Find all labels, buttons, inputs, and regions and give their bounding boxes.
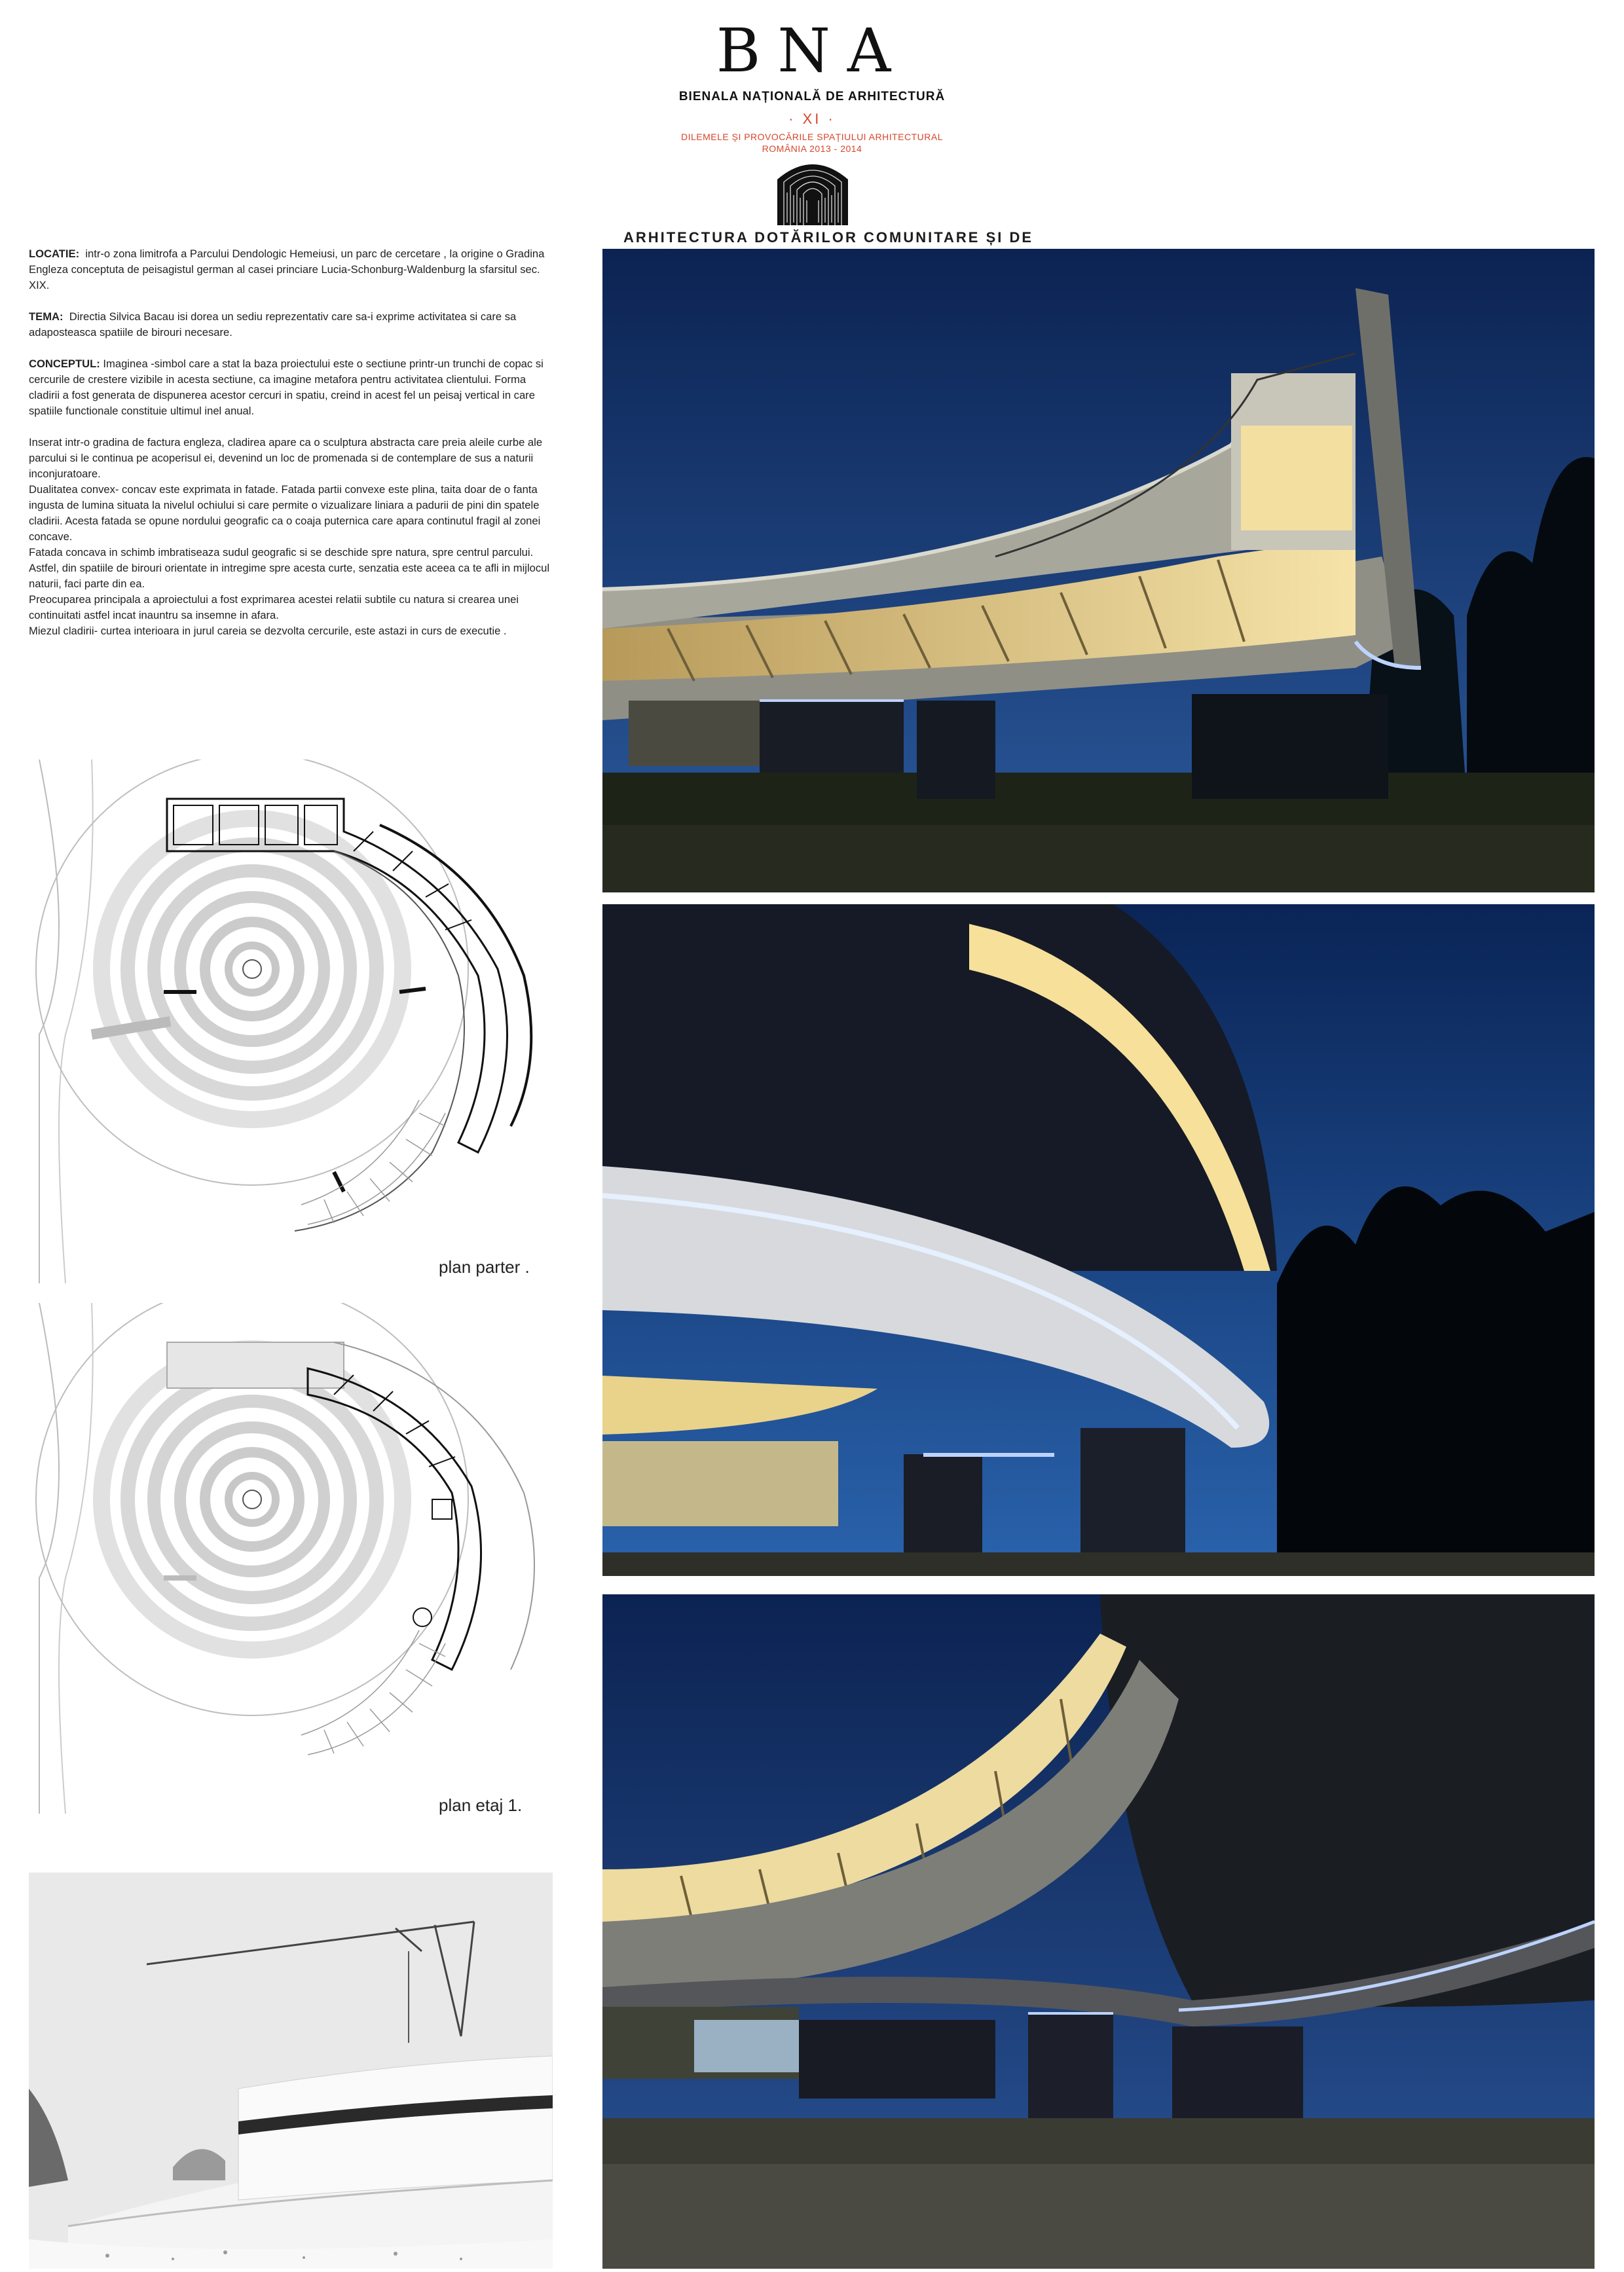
description-paragraph-5: Miezul cladirii- curtea interioara in jurul careia se dezvolta cercurile, este astazi in curs de executie . [29, 625, 507, 637]
description-paragraph-1: Inserat intr-o gradina de factura engleza, cladirea apare ca o sculptura abstracta care preia aleile curbe ale parcului si le continua pe acoperisul ei, devenind un loc de promenada si de contemplare de sus a naturii inconjuratoare. [29, 436, 543, 480]
locatie-paragraph [29, 246, 553, 293]
night-photo-concave-facade [602, 249, 1595, 892]
construction-photo-winter [29, 1873, 553, 2269]
concept-paragraph [29, 356, 553, 419]
night-photo-convex-facade [602, 904, 1595, 1576]
theme-line-2: ROMÂNIA 2013 - 2014 [762, 143, 862, 154]
locatie-text: intr-o zona limitrofa a Parcului Dendologic Hemeiusi, un parc de cercetare , la origine o Gradina Engleza conceptuta de peisagistul german al casei princiare Lucia-Schonburg-Waldenburg la sfarsitul sec. XIX. [29, 247, 545, 291]
tree-rings-logo-icon [775, 153, 851, 227]
description-paragraph-2: Dualitatea convex- concav este exprimata in fatade. Fatada partii convexe este plina, taita doar de o fanta ingusta de lumina situata la nivelul ochiului si care permite o vizualizare liniara a padurii de pini din spatele cladirii. Acesta fatada se opune nordului geografic ca o coaja puternica care apara continutul fragil al zonei concave. [29, 483, 541, 543]
tema-label: TEMA: [29, 310, 64, 323]
first-floor-plan-drawing [26, 1303, 563, 1814]
tema-paragraph [29, 309, 553, 340]
first-floor-plan-caption: plan etaj 1. [439, 1795, 523, 1815]
night-photo-facade-detail [602, 1594, 1595, 2269]
locatie-label: LOCATIE: [29, 247, 80, 260]
concept-text: Imaginea -simbol care a stat la baza proiectului este o sectiune printr-un trunchi de copac si cercurile de crestere vizibile in acesta sectiune, ca imagine metafora pentru activitatea clientului. Forma cladirii a fost generata de dispunerea acestor cercuri in spatiu, creind in acest fel un peisaj vertical in care spatiile functionale constituie ultimul inel anual. [29, 357, 544, 417]
ground-floor-plan-caption: plan parter . [439, 1257, 530, 1277]
concept-label: CONCEPTUL: [29, 357, 100, 370]
ground-floor-plan-drawing [26, 760, 563, 1283]
tema-text: Directia Silvica Bacau isi dorea un sediu reprezentativ care sa-i exprime activitatea si care sa adaposteasca spatiile de birouri necesare. [29, 310, 517, 339]
description-paragraph-4: Preocuparea principala a aproiectului a fost exprimarea acestei relatii subtile cu natura si crearea unei continuitati astfel incat inauntru sa insemne in afara. [29, 593, 519, 621]
bienala-title: BIENALA NAȚIONALĂ DE ARHITECTURĂ [678, 90, 946, 103]
edition-number: · XI · [788, 111, 836, 127]
description-paragraph-3: Fatada concava in schimb imbratiseaza sudul geografic si se deschide spre natura, spre centrul parcului. Astfel, din spatiile de birouri orientate in intregime spre acesta curte, senzatia este aceea ca te afli in mijlocul naturii, faci parte din ea. [29, 546, 550, 590]
project-description [29, 246, 553, 639]
theme-line-1: DILEMELE ȘI PROVOCĂRILE SPAȚIULUI ARHITECTURAL [680, 132, 944, 142]
bna-logo: BNA [716, 16, 908, 86]
section-title: ARHITECTURA DOTĂRILOR COMUNITARE ȘI DE [623, 229, 1034, 246]
bienala-header [563, 13, 1061, 262]
